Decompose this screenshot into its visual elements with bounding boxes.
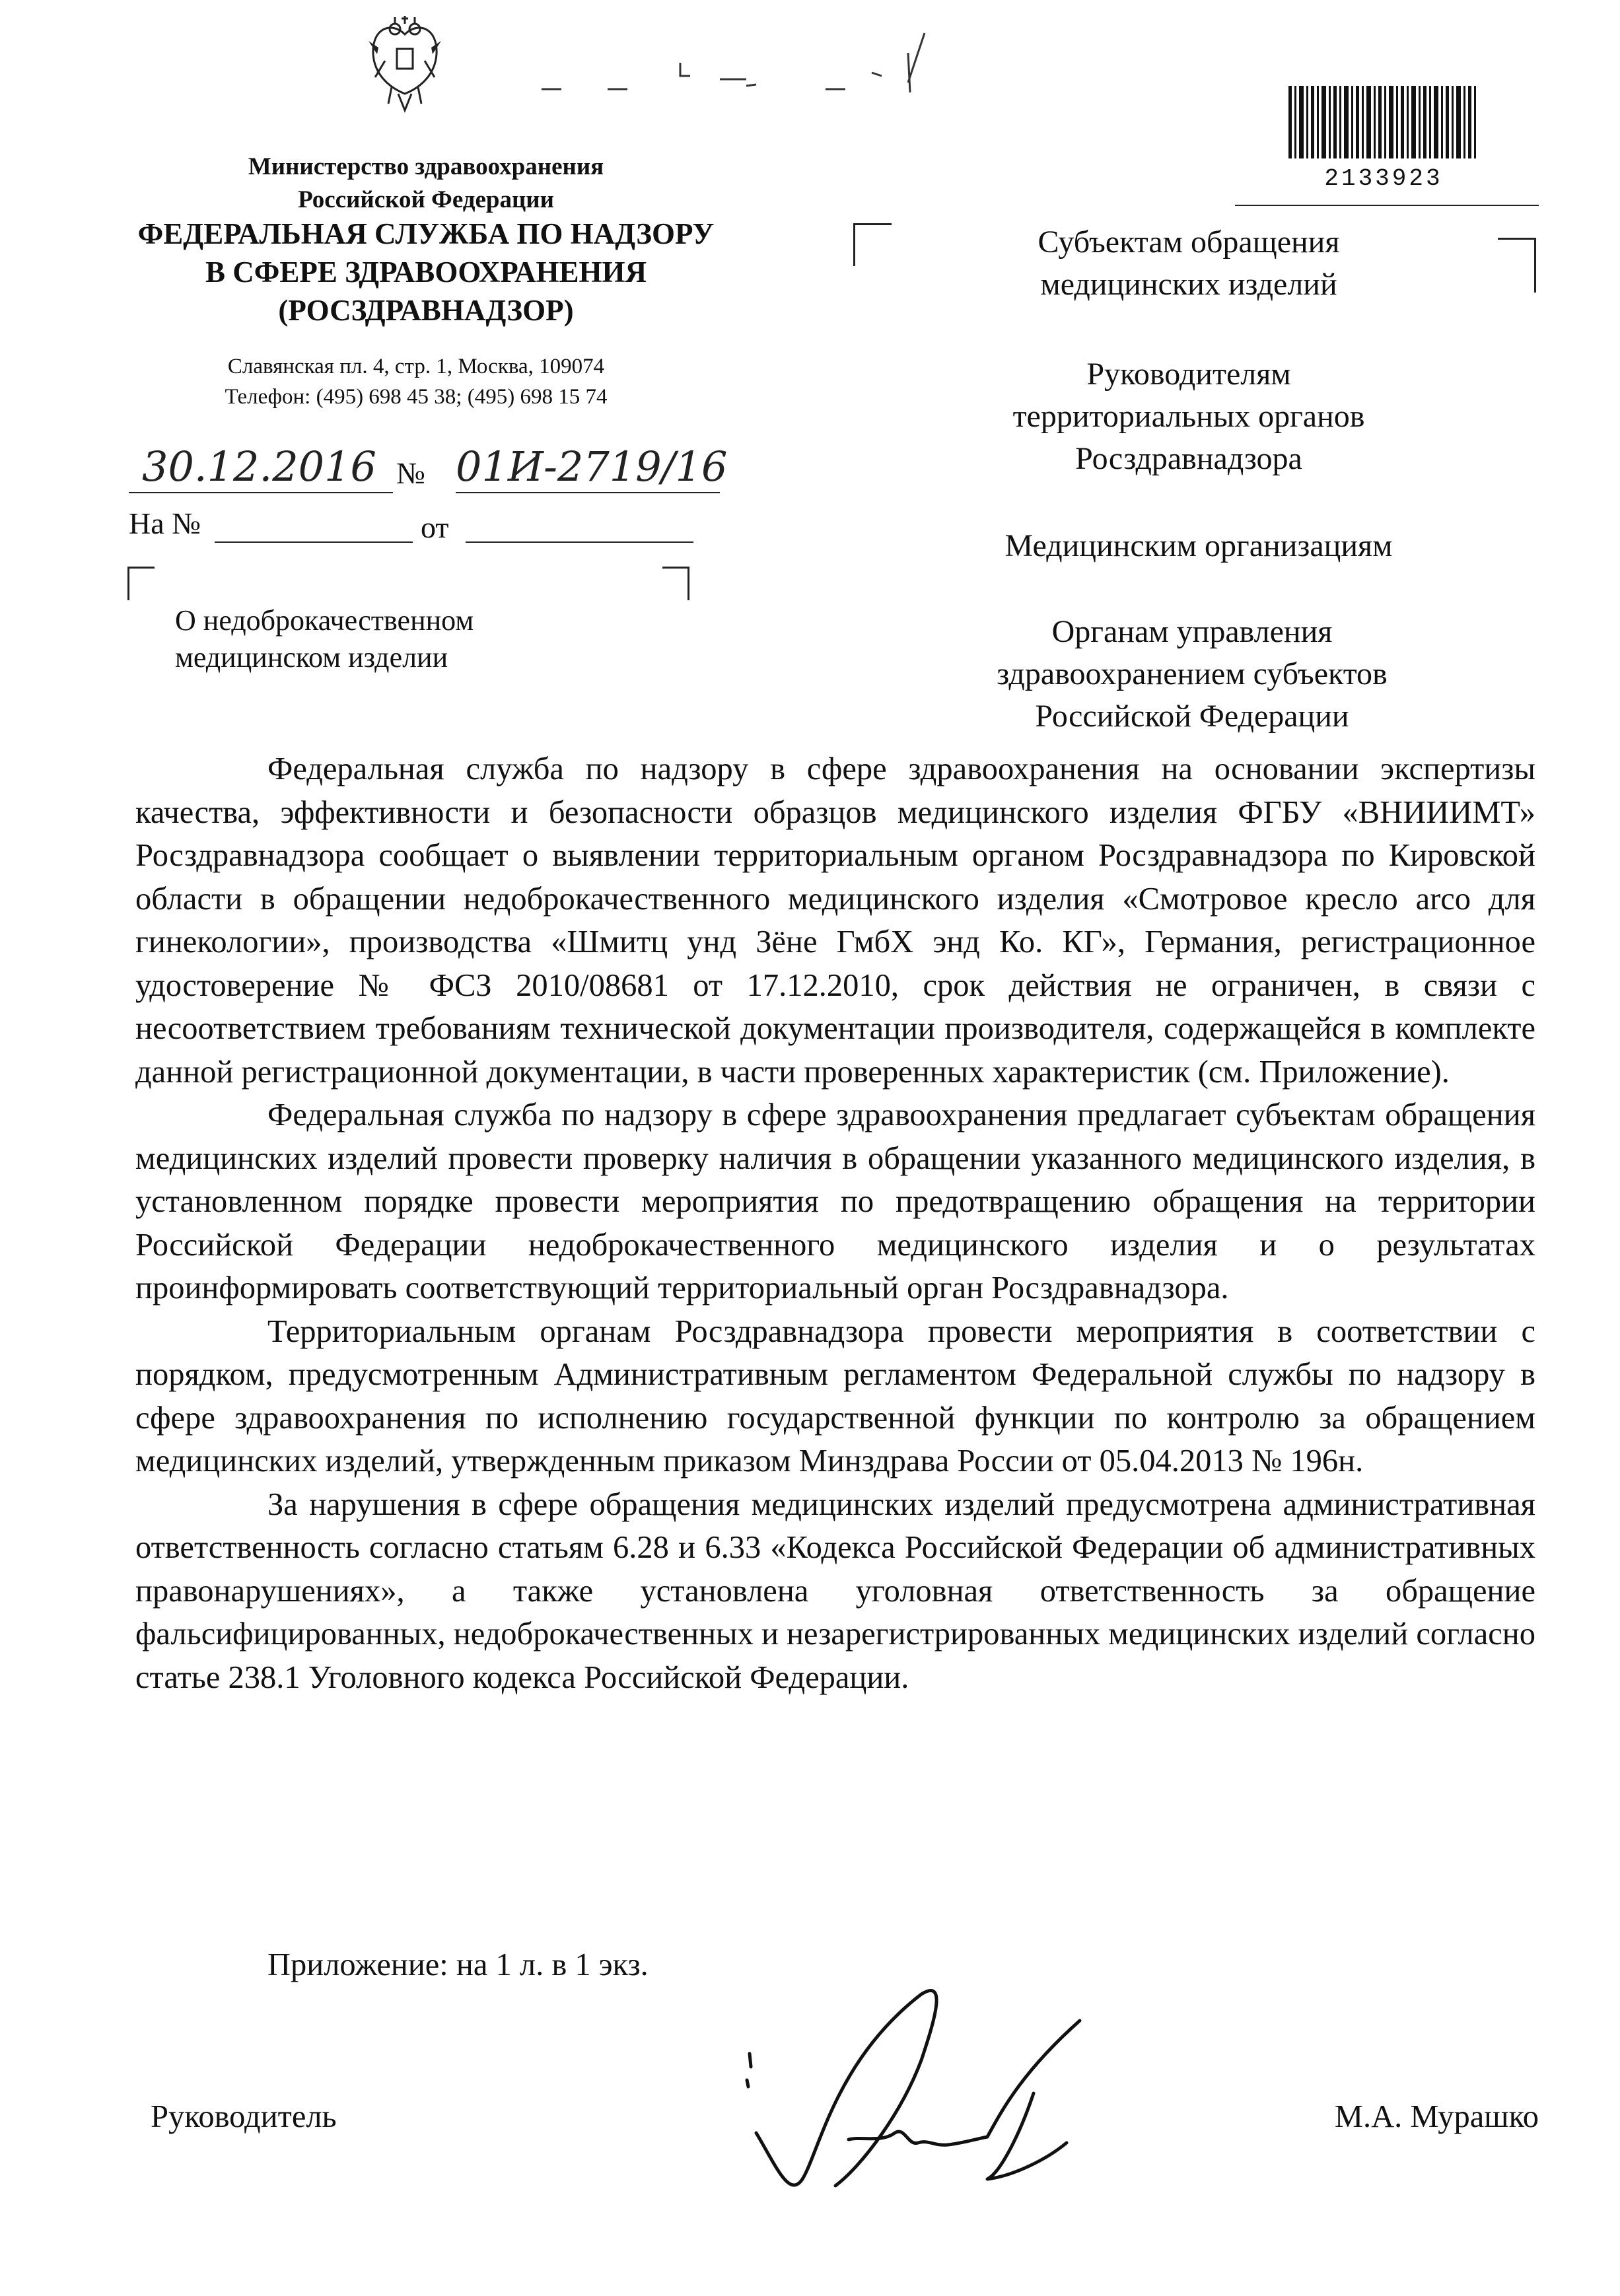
subject-line1: О недоброкачественном (175, 604, 474, 637)
recipient-bracket-left (853, 223, 892, 266)
barcode (1285, 85, 1483, 174)
recipient-4-line2: здравоохранением субъектов (997, 656, 1388, 691)
recipient-2-line2: территориальных органов (1012, 399, 1365, 434)
body-paragraph-3: Территориальным органам Росздравнадзора провести мероприятия в соответствии с порядком, предусмотренным Административным регламентом Федеральной службы по надзору в сфере здравоохранения по исполнению государственной функции по контролю за обращением медицинских изделий, утвержденным приказом Минздрава России от 05.04.2013 № 196н. (135, 1313, 1535, 1478)
outgoing-date: 30.12.2016 (142, 442, 376, 491)
stray-marks (528, 26, 964, 99)
sender-phone: Телефон: (495) 698 45 38; (495) 698 15 74 (225, 385, 608, 409)
recipient-bracket-right (1498, 238, 1536, 293)
coat-of-arms-icon (365, 15, 444, 114)
barcode-underline (1235, 205, 1539, 206)
subject-bracket-left (127, 567, 155, 600)
number-underline (456, 492, 720, 493)
subject-line2: медицинском изделии (175, 641, 448, 674)
recipient-3-line1: Медицинским организациям (1004, 528, 1393, 563)
reply-number-field (215, 541, 413, 543)
recipient-4-line1: Органам управления (1051, 614, 1333, 649)
body-paragraph-2: Федеральная служба по надзору в сфере здравоохранения предлагает субъектам обращения медицинских изделий провести проверку наличия в обращении указанного медицинского изделия, в установленном порядке провести мероприятия по предотвращению обращения на территории Российской Федерации недоброкачественного медицинского изделия и о результатах проинформировать соответствующий территориальный орган Росздравнадзора. (135, 1097, 1535, 1305)
attachment-note: Приложение: на 1 л. в 1 экз. (267, 1947, 649, 1982)
recipient-4-line3: Российской Федерации (1035, 699, 1349, 734)
signatory-position: Руководитель (151, 2099, 337, 2134)
recipient-1-line1: Субъектам обращения (1038, 225, 1340, 260)
service-name-line2: В СФЕРЕ ЗДРАВООХРАНЕНИЯ (205, 256, 647, 289)
barcode-number: 2133923 (1324, 165, 1443, 192)
service-name-line1: ФЕДЕРАЛЬНАЯ СЛУЖБА ПО НАДЗОРУ (137, 217, 715, 250)
ministry-name-line1: Министерство здравоохранения (248, 153, 604, 180)
recipient-2-line1: Руководителям (1086, 357, 1291, 392)
reply-to-label: На № (129, 506, 201, 540)
signatory-name: М.А. Мурашко (1334, 2099, 1539, 2134)
subject-bracket-right (662, 567, 689, 600)
outgoing-number-sign: № (396, 456, 425, 490)
letter-body (135, 748, 1535, 1699)
service-name-line3: (РОСЗДРАВНАДЗОР) (278, 294, 574, 327)
recipient-1-line2: медицинских изделий (1040, 267, 1337, 302)
outgoing-number: 01И-2719/16 (456, 442, 728, 491)
body-paragraph-1: Федеральная служба по надзору в сфере здравоохранения на основании экспертизы качества, эффективности и безопасности образцов медицинского изделия ФГБУ «ВНИИИМТ» Росздравнадзора сообщает о выявлении территориальным органом Росздравнадзора по Кировской области в обращении недоброкачественного медицинского изделия «Смотровое кресло arco для гинекологии», производства «Шмитц унд Зёне ГмбХ энд Ко. КГ», Германия, регистрационное удостоверение № ФСЗ 2010/08681 от 17.12.2010, срок действия не ограничен, в связи с несоответствием требованиям технической документации производителя, содержащейся в комплекте данной регистрационной документации, в части проверенных характеристик (см. Приложение). (135, 751, 1535, 1090)
ministry-name-line2: Российской Федерации (298, 186, 554, 213)
reply-date-field (466, 541, 693, 543)
recipient-2-line3: Росздравнадзора (1075, 441, 1302, 476)
handwritten-signature-icon (736, 1981, 1106, 2209)
sender-address: Славянская пл. 4, стр. 1, Москва, 109074 (227, 355, 605, 378)
date-underline (129, 492, 393, 493)
reply-from-label: от (421, 510, 449, 544)
body-paragraph-4: За нарушения в сфере обращения медицинских изделий предусмотрена административная ответственность согласно статьям 6.28 и 6.33 «Кодекса Российской Федерации об административных правонарушениях», а также установлена уголовная ответственность за обращение фальсифицированных, недоброкачественных и незарегистрированных медицинских изделий согласно статье 238.1 Уголовного кодекса Российской Федерации. (135, 1486, 1535, 1695)
